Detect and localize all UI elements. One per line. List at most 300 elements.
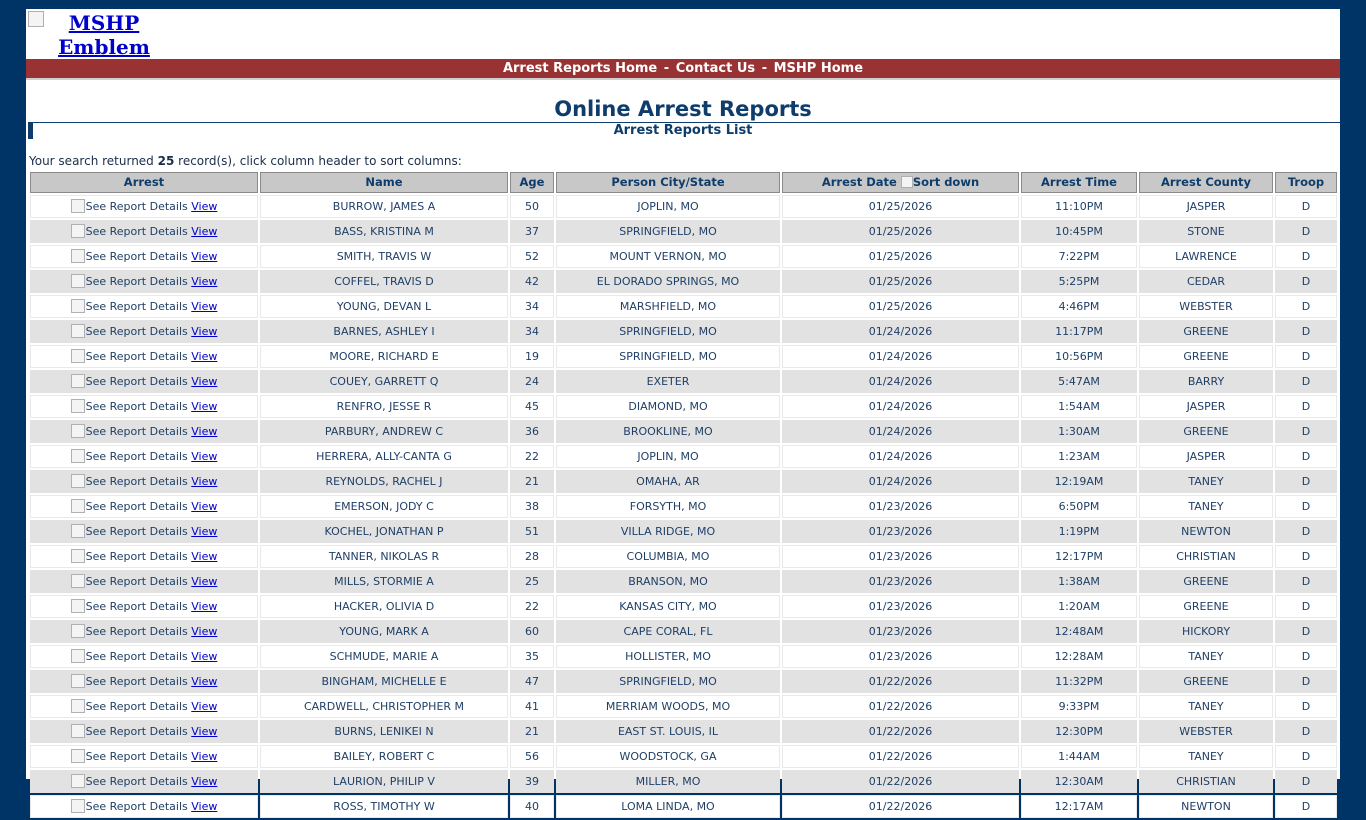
report-details-alt: See Report Details xyxy=(85,650,188,663)
cell-age: 21 xyxy=(510,720,554,743)
cell-age: 38 xyxy=(510,495,554,518)
report-details-icon xyxy=(71,549,85,563)
cell-name: COFFEL, TRAVIS D xyxy=(260,270,508,293)
view-report-link[interactable]: View xyxy=(191,325,218,338)
cell-name: RENFRO, JESSE R xyxy=(260,395,508,418)
cell-troop: D xyxy=(1275,720,1337,743)
record-count: 25 xyxy=(157,154,175,168)
cell-age: 36 xyxy=(510,420,554,443)
cell-troop: D xyxy=(1275,345,1337,368)
cell-age: 50 xyxy=(510,195,554,218)
cell-age: 45 xyxy=(510,395,554,418)
cell-city-state: JOPLIN, MO xyxy=(556,195,780,218)
cell-troop: D xyxy=(1275,645,1337,668)
view-report-link[interactable]: View xyxy=(191,350,218,363)
cell-name: ROSS, TIMOTHY W xyxy=(260,795,508,818)
cell-city-state: WOODSTOCK, GA xyxy=(556,745,780,768)
report-details-alt: See Report Details xyxy=(85,425,188,438)
cell-age: 51 xyxy=(510,520,554,543)
report-details-alt: See Report Details xyxy=(85,400,188,413)
report-details-alt: See Report Details xyxy=(85,475,188,488)
column-header-age[interactable]: Age xyxy=(510,172,554,193)
cell-arrest-county: JASPER xyxy=(1139,395,1273,418)
table-row xyxy=(30,395,1337,418)
cell-city-state: CAPE CORAL, FL xyxy=(556,620,780,643)
cell-arrest-time: 1:30AM xyxy=(1021,420,1137,443)
cell-age: 34 xyxy=(510,320,554,343)
view-report-link[interactable]: View xyxy=(191,500,218,513)
cell-arrest-county: GREENE xyxy=(1139,570,1273,593)
cell-arrest-time: 12:19AM xyxy=(1021,470,1137,493)
view-report-link[interactable]: View xyxy=(191,275,218,288)
cell-arrest-time: 1:19PM xyxy=(1021,520,1137,543)
table-row xyxy=(30,320,1337,343)
report-details-icon xyxy=(71,274,85,288)
cell-arrest-date: 01/22/2026 xyxy=(782,720,1019,743)
subtitle-row xyxy=(26,123,1340,139)
report-details-icon xyxy=(71,474,85,488)
report-details-alt: See Report Details xyxy=(85,225,188,238)
cell-arrest-date: 01/24/2026 xyxy=(782,320,1019,343)
report-details-icon xyxy=(71,299,85,313)
table-header-row xyxy=(30,172,1337,193)
table-row xyxy=(30,745,1337,768)
table-row xyxy=(30,620,1337,643)
cell-arrest-time: 4:46PM xyxy=(1021,295,1137,318)
report-details-alt: See Report Details xyxy=(85,300,188,313)
cell-name: CARDWELL, CHRISTOPHER M xyxy=(260,695,508,718)
cell-arrest xyxy=(30,520,258,543)
cell-arrest-county: JASPER xyxy=(1139,445,1273,468)
cell-name: HERRERA, ALLY-CANTA G xyxy=(260,445,508,468)
cell-troop: D xyxy=(1275,245,1337,268)
cell-arrest-time: 1:23AM xyxy=(1021,445,1137,468)
report-details-alt: See Report Details xyxy=(85,700,188,713)
view-report-link[interactable]: View xyxy=(191,475,218,488)
cell-arrest xyxy=(30,320,258,343)
report-details-icon xyxy=(71,199,85,213)
cell-name: BASS, KRISTINA M xyxy=(260,220,508,243)
cell-arrest-date: 01/23/2026 xyxy=(782,595,1019,618)
report-details-icon xyxy=(71,224,85,238)
report-details-alt: See Report Details xyxy=(85,525,188,538)
cell-name: BAILEY, ROBERT C xyxy=(260,745,508,768)
cell-name: KOCHEL, JONATHAN P xyxy=(260,520,508,543)
report-details-icon xyxy=(71,699,85,713)
search-summary-prefix: Your search returned xyxy=(29,154,158,168)
column-header-arrest[interactable]: Arrest xyxy=(30,172,258,193)
cell-city-state: SPRINGFIELD, MO xyxy=(556,220,780,243)
cell-troop: D xyxy=(1275,795,1337,818)
search-summary-suffix: record(s), click column header to sort columns: xyxy=(174,154,462,168)
cell-troop: D xyxy=(1275,470,1337,493)
column-header-troop[interactable]: Troop xyxy=(1275,172,1337,193)
cell-arrest-date: 01/24/2026 xyxy=(782,420,1019,443)
cell-arrest-county: GREENE xyxy=(1139,420,1273,443)
cell-arrest xyxy=(30,420,258,443)
cell-arrest-county: GREENE xyxy=(1139,320,1273,343)
cell-arrest-date: 01/24/2026 xyxy=(782,445,1019,468)
cell-age: 24 xyxy=(510,370,554,393)
cell-name: BINGHAM, MICHELLE E xyxy=(260,670,508,693)
cell-name: PARBURY, ANDREW C xyxy=(260,420,508,443)
cell-city-state: EAST ST. LOUIS, IL xyxy=(556,720,780,743)
report-details-alt: See Report Details xyxy=(85,575,188,588)
page-subtitle: Arrest Reports List xyxy=(613,123,753,138)
cell-arrest-county: WEBSTER xyxy=(1139,295,1273,318)
cell-city-state: EL DORADO SPRINGS, MO xyxy=(556,270,780,293)
cell-arrest xyxy=(30,495,258,518)
nav-separator: - xyxy=(659,61,674,76)
cell-arrest-county: NEWTON xyxy=(1139,520,1273,543)
report-details-alt: See Report Details xyxy=(85,750,188,763)
cell-troop: D xyxy=(1275,745,1337,768)
mshp-emblem-link[interactable]: MSHP Emblem xyxy=(58,11,150,59)
cell-arrest-date: 01/22/2026 xyxy=(782,695,1019,718)
report-details-icon xyxy=(71,499,85,513)
table-row xyxy=(30,245,1337,268)
cell-arrest-date: 01/25/2026 xyxy=(782,295,1019,318)
cell-city-state: VILLA RIDGE, MO xyxy=(556,520,780,543)
view-report-link[interactable]: View xyxy=(191,250,218,263)
view-report-link[interactable]: View xyxy=(191,450,218,463)
table-row xyxy=(30,495,1337,518)
report-details-icon xyxy=(71,324,85,338)
cell-arrest-time: 11:17PM xyxy=(1021,320,1137,343)
cell-arrest-date: 01/24/2026 xyxy=(782,470,1019,493)
cell-city-state: SPRINGFIELD, MO xyxy=(556,320,780,343)
cell-arrest-date: 01/23/2026 xyxy=(782,620,1019,643)
view-report-link[interactable]: View xyxy=(191,375,218,388)
cell-arrest-date: 01/24/2026 xyxy=(782,370,1019,393)
cell-troop: D xyxy=(1275,420,1337,443)
cell-city-state: JOPLIN, MO xyxy=(556,445,780,468)
broken-image-icon xyxy=(28,11,44,27)
cell-arrest-county: HICKORY xyxy=(1139,620,1273,643)
cell-arrest-date: 01/25/2026 xyxy=(782,245,1019,268)
cell-arrest-county: TANEY xyxy=(1139,495,1273,518)
cell-arrest-county: BARRY xyxy=(1139,370,1273,393)
cell-arrest-time: 12:30PM xyxy=(1021,720,1137,743)
cell-name: BARNES, ASHLEY I xyxy=(260,320,508,343)
cell-troop: D xyxy=(1275,195,1337,218)
view-report-link[interactable]: View xyxy=(191,650,218,663)
cell-arrest-county: CHRISTIAN xyxy=(1139,545,1273,568)
cell-city-state: DIAMOND, MO xyxy=(556,395,780,418)
cell-arrest-time: 10:45PM xyxy=(1021,220,1137,243)
cell-city-state: FORSYTH, MO xyxy=(556,495,780,518)
cell-troop: D xyxy=(1275,520,1337,543)
cell-arrest-time: 5:25PM xyxy=(1021,270,1137,293)
cell-arrest-time: 12:28AM xyxy=(1021,645,1137,668)
cell-city-state: MARSHFIELD, MO xyxy=(556,295,780,318)
cell-arrest-county: TANEY xyxy=(1139,645,1273,668)
report-details-icon xyxy=(71,249,85,263)
cell-arrest xyxy=(30,620,258,643)
report-details-alt: See Report Details xyxy=(85,200,188,213)
report-details-icon xyxy=(71,674,85,688)
cell-troop: D xyxy=(1275,320,1337,343)
cell-arrest xyxy=(30,770,258,793)
cell-arrest xyxy=(30,270,258,293)
cell-name: YOUNG, DEVAN L xyxy=(260,295,508,318)
cell-arrest-county: JASPER xyxy=(1139,195,1273,218)
column-header-arrest-time[interactable]: Arrest Time xyxy=(1021,172,1137,193)
view-report-link[interactable]: View xyxy=(191,675,218,688)
report-details-alt: See Report Details xyxy=(85,625,188,638)
cell-troop: D xyxy=(1275,295,1337,318)
cell-arrest xyxy=(30,245,258,268)
view-report-link[interactable]: View xyxy=(191,800,218,813)
cell-name: TANNER, NIKOLAS R xyxy=(260,545,508,568)
column-header-city-state[interactable]: Person City/State xyxy=(556,172,780,193)
cell-arrest xyxy=(30,720,258,743)
table-row xyxy=(30,695,1337,718)
cell-arrest-date: 01/25/2026 xyxy=(782,195,1019,218)
cell-arrest-county: TANEY xyxy=(1139,695,1273,718)
cell-arrest-county: STONE xyxy=(1139,220,1273,243)
table-row xyxy=(30,195,1337,218)
report-details-alt: See Report Details xyxy=(85,600,188,613)
cell-arrest-county: CHRISTIAN xyxy=(1139,770,1273,793)
table-row xyxy=(30,570,1337,593)
cell-city-state: MILLER, MO xyxy=(556,770,780,793)
cell-city-state: LOMA LINDA, MO xyxy=(556,795,780,818)
view-report-link[interactable]: View xyxy=(191,400,218,413)
report-details-icon xyxy=(71,449,85,463)
cell-name: HACKER, OLIVIA D xyxy=(260,595,508,618)
report-details-icon xyxy=(71,424,85,438)
cell-city-state: SPRINGFIELD, MO xyxy=(556,670,780,693)
report-details-alt: See Report Details xyxy=(85,550,188,563)
cell-age: 42 xyxy=(510,270,554,293)
cell-arrest-date: 01/22/2026 xyxy=(782,670,1019,693)
cell-arrest-county: LAWRENCE xyxy=(1139,245,1273,268)
table-row xyxy=(30,445,1337,468)
cell-arrest-time: 11:10PM xyxy=(1021,195,1137,218)
view-report-link[interactable]: View xyxy=(191,550,218,563)
cell-city-state: HOLLISTER, MO xyxy=(556,645,780,668)
cell-arrest xyxy=(30,695,258,718)
cell-name: SMITH, TRAVIS W xyxy=(260,245,508,268)
table-row xyxy=(30,795,1337,818)
table-body xyxy=(30,195,1337,818)
cell-age: 47 xyxy=(510,670,554,693)
cell-city-state: BROOKLINE, MO xyxy=(556,420,780,443)
subtitle-accent-bar xyxy=(28,123,33,139)
cell-troop: D xyxy=(1275,395,1337,418)
arrest-reports-table xyxy=(28,170,1339,820)
cell-arrest-county: GREENE xyxy=(1139,595,1273,618)
cell-age: 22 xyxy=(510,445,554,468)
cell-arrest-time: 10:56PM xyxy=(1021,345,1137,368)
view-report-link[interactable]: View xyxy=(191,725,218,738)
cell-age: 21 xyxy=(510,470,554,493)
cell-age: 41 xyxy=(510,695,554,718)
cell-name: REYNOLDS, RACHEL J xyxy=(260,470,508,493)
report-details-alt: See Report Details xyxy=(85,675,188,688)
report-details-alt: See Report Details xyxy=(85,275,188,288)
cell-age: 35 xyxy=(510,645,554,668)
cell-arrest-date: 01/22/2026 xyxy=(782,745,1019,768)
cell-arrest-time: 5:47AM xyxy=(1021,370,1137,393)
cell-name: LAURION, PHILIP V xyxy=(260,770,508,793)
cell-arrest-time: 1:38AM xyxy=(1021,570,1137,593)
cell-arrest-date: 01/23/2026 xyxy=(782,520,1019,543)
view-report-link[interactable]: View xyxy=(191,300,218,313)
cell-arrest-county: GREENE xyxy=(1139,345,1273,368)
view-report-link[interactable]: View xyxy=(191,775,218,788)
cell-name: SCHMUDE, MARIE A xyxy=(260,645,508,668)
cell-arrest-time: 1:20AM xyxy=(1021,595,1137,618)
column-header-name[interactable]: Name xyxy=(260,172,508,193)
report-details-alt: See Report Details xyxy=(85,725,188,738)
cell-arrest xyxy=(30,395,258,418)
cell-troop: D xyxy=(1275,370,1337,393)
nav-mshp-home[interactable]: MSHP Home xyxy=(773,61,864,76)
report-details-alt: See Report Details xyxy=(85,250,188,263)
cell-arrest-time: 9:33PM xyxy=(1021,695,1137,718)
cell-arrest-time: 7:22PM xyxy=(1021,245,1137,268)
cell-troop: D xyxy=(1275,545,1337,568)
page-title: Online Arrest Reports xyxy=(554,97,812,121)
report-details-icon xyxy=(71,649,85,663)
header xyxy=(26,9,1340,59)
report-details-icon xyxy=(71,399,85,413)
cell-arrest xyxy=(30,220,258,243)
table-row xyxy=(30,770,1337,793)
cell-arrest xyxy=(30,445,258,468)
cell-arrest-time: 6:50PM xyxy=(1021,495,1137,518)
view-report-link[interactable]: View xyxy=(191,525,218,538)
cell-arrest-county: TANEY xyxy=(1139,745,1273,768)
table-row xyxy=(30,545,1337,568)
cell-arrest xyxy=(30,370,258,393)
cell-arrest-time: 1:44AM xyxy=(1021,745,1137,768)
view-report-link[interactable]: View xyxy=(191,625,218,638)
view-report-link[interactable]: View xyxy=(191,200,218,213)
cell-name: COUEY, GARRETT Q xyxy=(260,370,508,393)
view-report-link[interactable]: View xyxy=(191,425,218,438)
cell-arrest-county: TANEY xyxy=(1139,470,1273,493)
report-details-alt: See Report Details xyxy=(85,800,188,813)
cell-name: MOORE, RICHARD E xyxy=(260,345,508,368)
cell-arrest xyxy=(30,645,258,668)
table-row xyxy=(30,520,1337,543)
cell-arrest-date: 01/25/2026 xyxy=(782,270,1019,293)
report-details-icon xyxy=(71,624,85,638)
report-details-alt: See Report Details xyxy=(85,325,188,338)
cell-arrest-date: 01/23/2026 xyxy=(782,545,1019,568)
nav-contact-us[interactable]: Contact Us xyxy=(675,61,756,76)
cell-city-state: OMAHA, AR xyxy=(556,470,780,493)
report-details-icon xyxy=(71,774,85,788)
view-report-link[interactable]: View xyxy=(191,600,218,613)
table-row xyxy=(30,470,1337,493)
report-details-icon xyxy=(71,749,85,763)
cell-troop: D xyxy=(1275,570,1337,593)
cell-arrest-date: 01/24/2026 xyxy=(782,345,1019,368)
cell-age: 19 xyxy=(510,345,554,368)
cell-arrest-date: 01/24/2026 xyxy=(782,395,1019,418)
table-row xyxy=(30,295,1337,318)
view-report-link[interactable]: View xyxy=(191,225,218,238)
column-header-arrest-county[interactable]: Arrest County xyxy=(1139,172,1273,193)
search-summary xyxy=(29,153,1340,169)
table-row xyxy=(30,720,1337,743)
cell-arrest-date: 01/23/2026 xyxy=(782,570,1019,593)
report-details-icon xyxy=(71,574,85,588)
report-details-alt: See Report Details xyxy=(85,500,188,513)
cell-age: 56 xyxy=(510,745,554,768)
cell-age: 25 xyxy=(510,570,554,593)
cell-age: 60 xyxy=(510,620,554,643)
cell-arrest xyxy=(30,295,258,318)
sort-down-alt: Sort down xyxy=(912,175,980,189)
cell-arrest-date: 01/22/2026 xyxy=(782,795,1019,818)
cell-arrest-time: 12:17AM xyxy=(1021,795,1137,818)
cell-arrest xyxy=(30,345,258,368)
cell-troop: D xyxy=(1275,220,1337,243)
report-details-icon xyxy=(71,724,85,738)
table-row xyxy=(30,420,1337,443)
cell-name: BURROW, JAMES A xyxy=(260,195,508,218)
cell-arrest xyxy=(30,570,258,593)
report-details-alt: See Report Details xyxy=(85,350,188,363)
report-details-alt: See Report Details xyxy=(85,450,188,463)
table-row xyxy=(30,345,1337,368)
cell-age: 52 xyxy=(510,245,554,268)
cell-troop: D xyxy=(1275,695,1337,718)
table-row xyxy=(30,220,1337,243)
report-details-icon xyxy=(71,374,85,388)
cell-arrest-county: WEBSTER xyxy=(1139,720,1273,743)
report-details-icon xyxy=(71,599,85,613)
cell-troop: D xyxy=(1275,670,1337,693)
cell-troop: D xyxy=(1275,770,1337,793)
cell-troop: D xyxy=(1275,620,1337,643)
cell-arrest xyxy=(30,470,258,493)
view-report-link[interactable]: View xyxy=(191,700,218,713)
table-row xyxy=(30,370,1337,393)
view-report-link[interactable]: View xyxy=(191,750,218,763)
cell-age: 22 xyxy=(510,595,554,618)
cell-arrest-time: 11:32PM xyxy=(1021,670,1137,693)
column-header-arrest-date[interactable] xyxy=(782,172,1019,193)
report-details-alt: See Report Details xyxy=(85,375,188,388)
cell-arrest-date: 01/23/2026 xyxy=(782,645,1019,668)
table-row xyxy=(30,595,1337,618)
cell-arrest-time: 1:54AM xyxy=(1021,395,1137,418)
view-report-link[interactable]: View xyxy=(191,575,218,588)
cell-city-state: MERRIAM WOODS, MO xyxy=(556,695,780,718)
cell-arrest-date: 01/25/2026 xyxy=(782,220,1019,243)
page-container xyxy=(26,9,1340,813)
cell-arrest xyxy=(30,595,258,618)
cell-arrest xyxy=(30,745,258,768)
nav-arrest-reports-home[interactable]: Arrest Reports Home xyxy=(502,61,658,76)
cell-troop: D xyxy=(1275,495,1337,518)
report-details-icon xyxy=(71,524,85,538)
cell-arrest xyxy=(30,195,258,218)
cell-arrest xyxy=(30,670,258,693)
cell-name: MILLS, STORMIE A xyxy=(260,570,508,593)
cell-age: 28 xyxy=(510,545,554,568)
cell-arrest-county: CEDAR xyxy=(1139,270,1273,293)
cell-arrest-time: 12:30AM xyxy=(1021,770,1137,793)
cell-arrest xyxy=(30,795,258,818)
top-nav xyxy=(26,59,1340,80)
